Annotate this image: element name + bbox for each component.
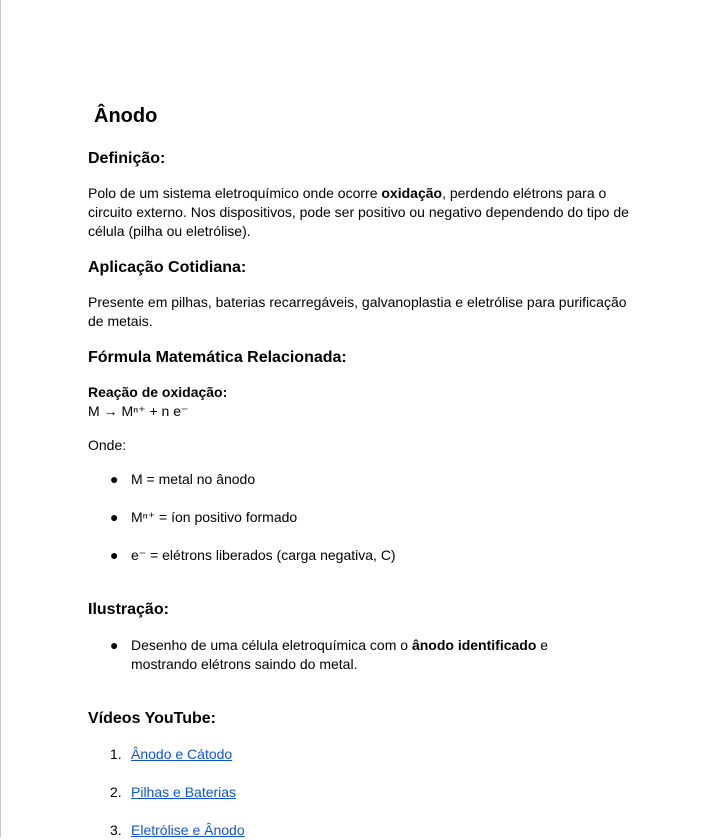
- bullet-dot-icon: ●: [110, 637, 119, 653]
- illustration-text-bold: ânodo identificado: [411, 637, 537, 653]
- illustration-text-start: Desenho de uma célula eletroquímica com o: [131, 637, 412, 653]
- bullet-dot-icon: ●: [110, 547, 119, 563]
- application-heading: Aplicação Cotidiana:: [88, 259, 247, 276]
- bullet-dot-icon: ●: [110, 471, 119, 487]
- illustration-heading: Ilustração:: [88, 601, 169, 618]
- definition-text-end: , perdendo elétrons para o circuito externo. Nos dispositivos, pode ser positivo ou negativo dependendo do tipo de célula (pilha ou eletrólise).: [88, 185, 629, 239]
- bullet-dot-icon: ●: [110, 509, 119, 525]
- document-title: Ânodo: [94, 105, 158, 127]
- video-link-pilhas-baterias[interactable]: Pilhas e Baterias: [131, 784, 237, 800]
- illustration-text: [131, 636, 601, 674]
- videos-heading: Vídeos YouTube:: [88, 710, 217, 727]
- illustration-text-end: e mostrando elétrons saindo do metal.: [131, 637, 549, 672]
- application-text: Presente em pilhas, baterias recarregáveis, galvanoplastia e eletrólise para purificação de metais.: [88, 294, 627, 329]
- video-number: 1.: [110, 746, 122, 762]
- video-number: 3.: [110, 822, 122, 838]
- where-label: Onde:: [88, 437, 127, 453]
- definition-text-start: Polo de um sistema eletroquímico onde ocorre: [88, 185, 382, 201]
- definition-text: [88, 184, 633, 241]
- formula-bullet-text: Mⁿ⁺ = íon positivo formado: [131, 509, 298, 525]
- formula-bullet-text: e⁻ = elétrons liberados (carga negativa, C): [131, 547, 396, 563]
- video-link-anodo-catodo[interactable]: Ânodo e Cátodo: [131, 746, 233, 762]
- definition-text-bold: oxidação: [381, 185, 443, 201]
- formula-heading: Fórmula Matemática Relacionada:: [88, 349, 347, 366]
- video-link-eletrolise-anodo[interactable]: Eletrólise e Ânodo: [131, 822, 245, 838]
- definition-heading: Definição:: [88, 150, 166, 167]
- reaction-label: Reação de oxidação:: [88, 384, 228, 400]
- formula-bullet-text: M = metal no ânodo: [131, 471, 256, 487]
- video-number: 2.: [110, 784, 122, 800]
- reaction-equation: M → Mⁿ⁺ + n e⁻: [88, 403, 189, 419]
